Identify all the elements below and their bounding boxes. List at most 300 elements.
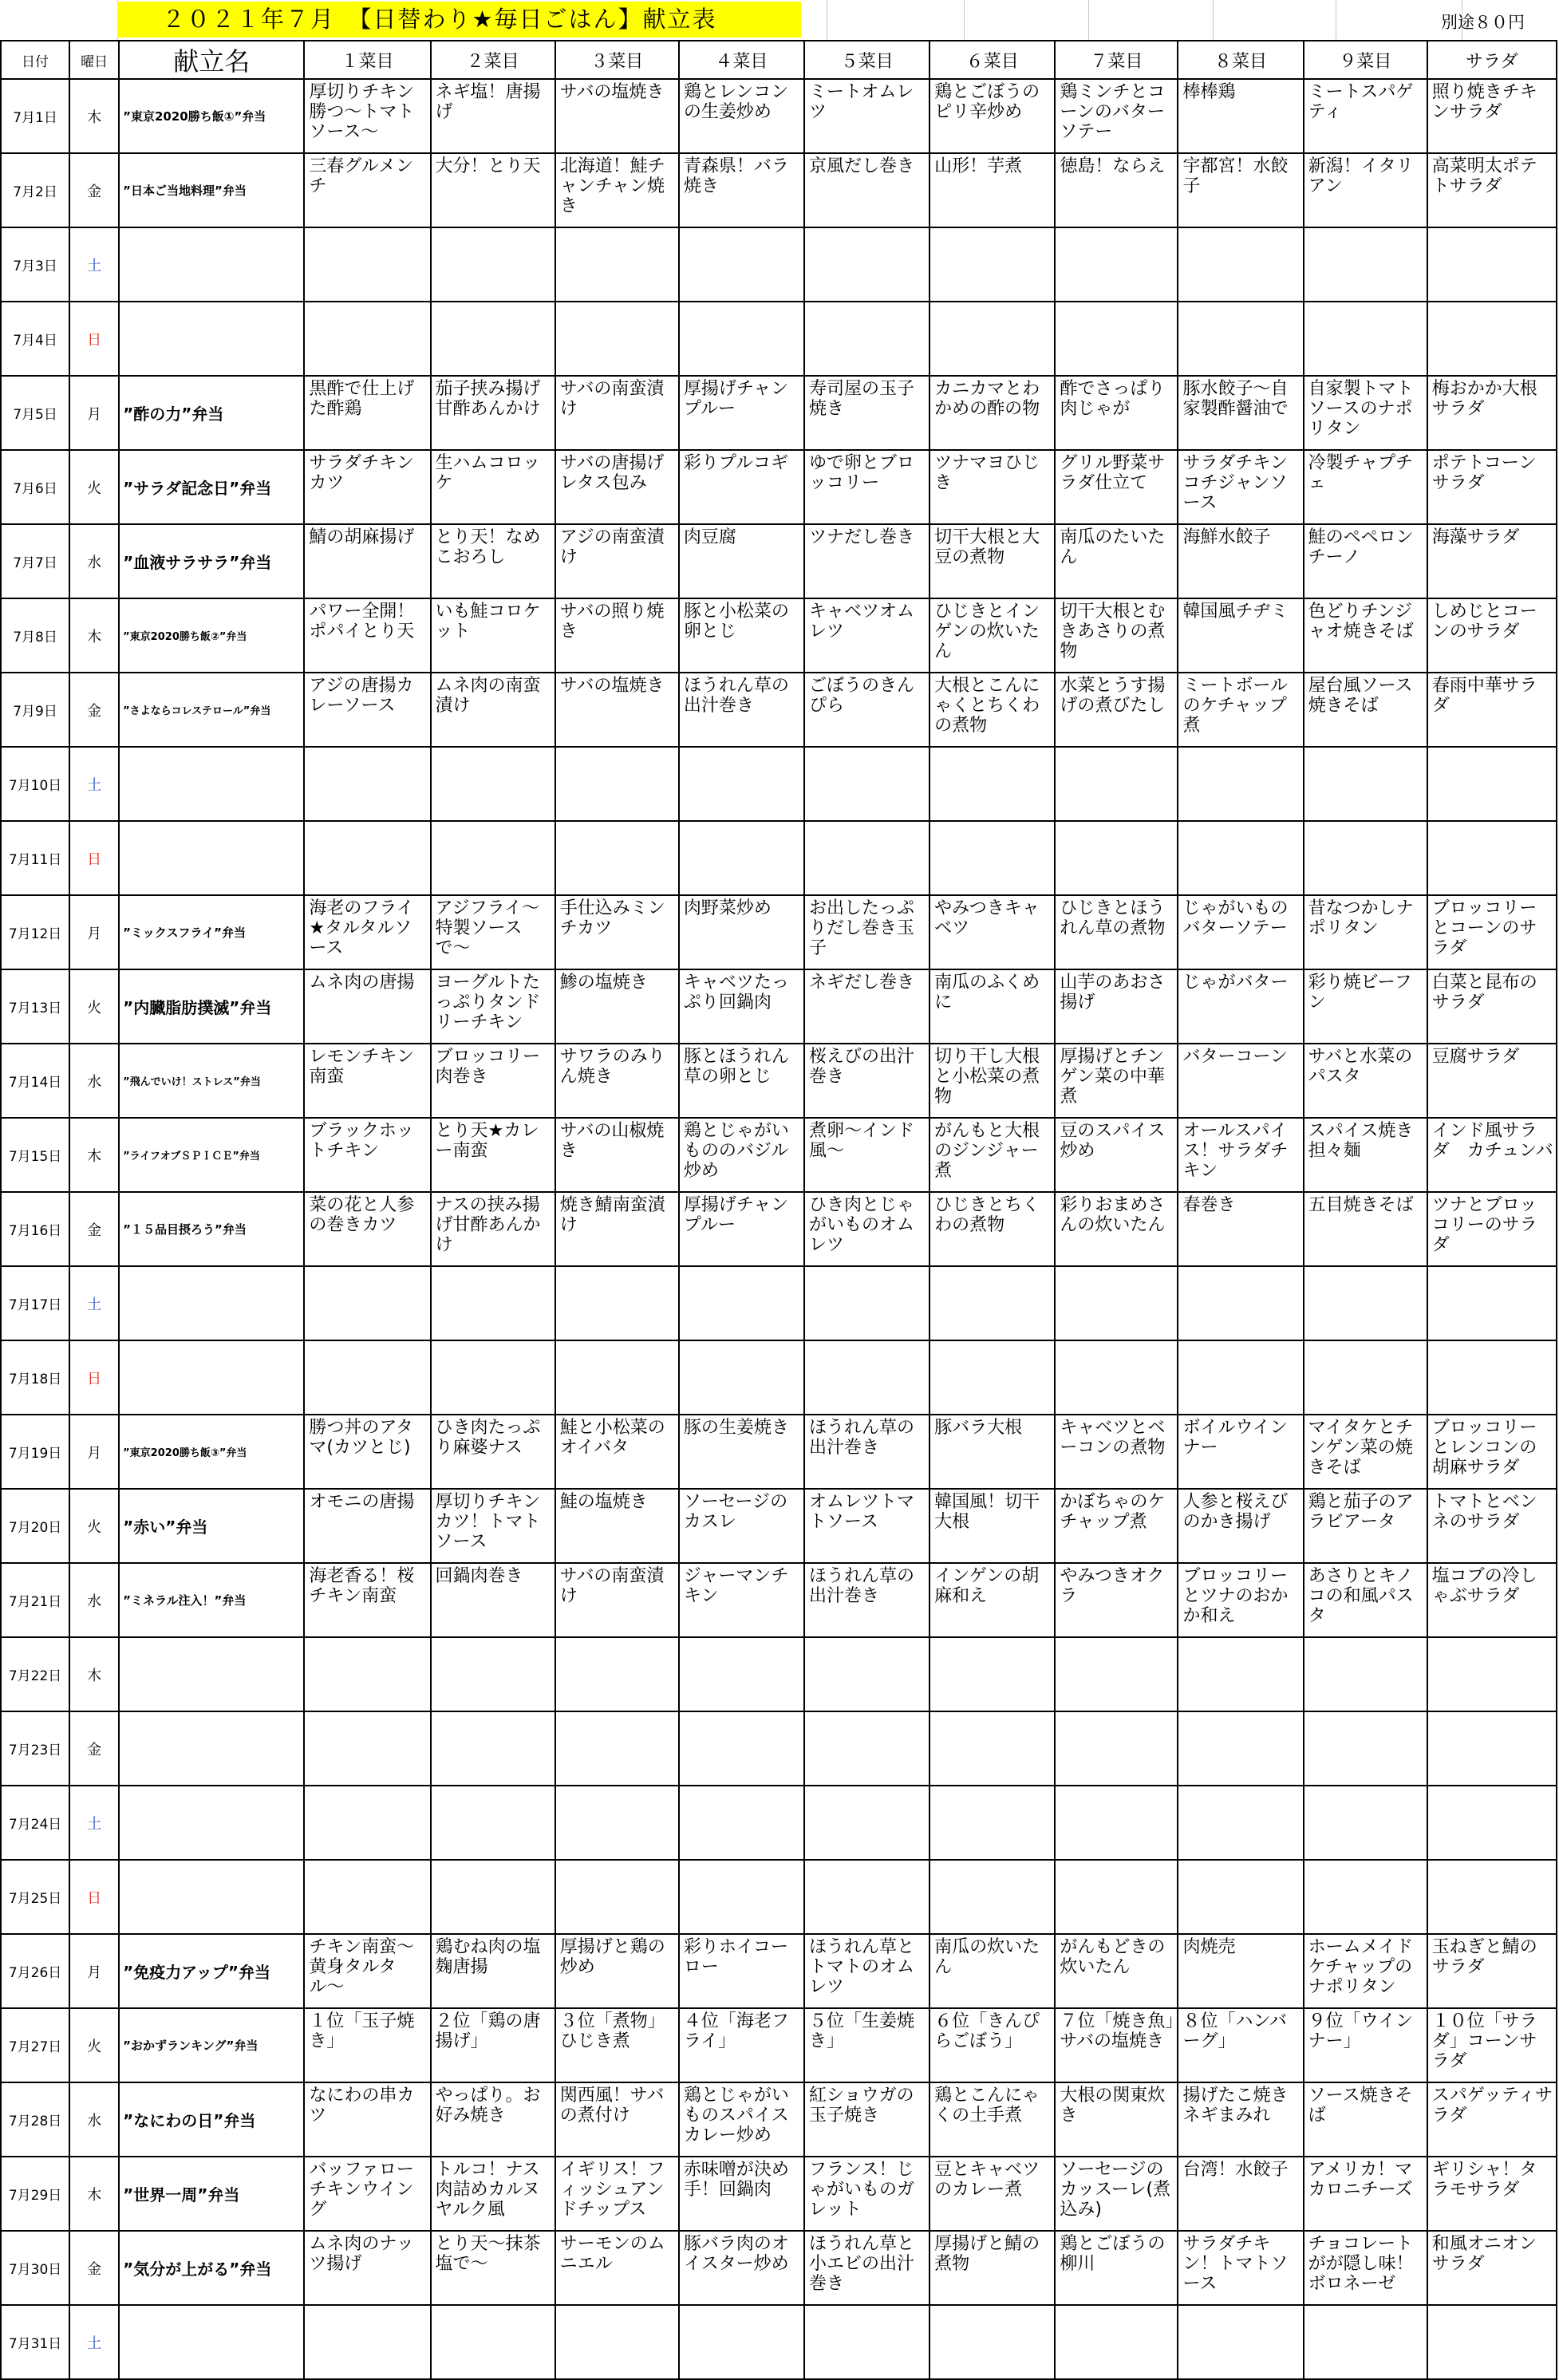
dish-cell: ２位「鶏の唐揚げ」 bbox=[431, 2008, 555, 2082]
date-cell: 7月23日 bbox=[1, 1711, 69, 1786]
menu-name-cell bbox=[119, 1860, 304, 1934]
weekday-cell: 月 bbox=[69, 1415, 119, 1489]
dish-cell: いも鮭コロケット bbox=[431, 598, 555, 673]
salad-cell: ブロッコリーとコーンのサラダ bbox=[1427, 895, 1557, 969]
dish-cell: サバの山椒焼き bbox=[555, 1118, 679, 1192]
weekday-cell: 土 bbox=[69, 1786, 119, 1860]
dish-cell bbox=[1055, 1340, 1178, 1415]
date-cell: 7月26日 bbox=[1, 1934, 69, 2008]
table-row bbox=[1, 895, 1557, 969]
weekday-cell: 月 bbox=[69, 1934, 119, 2008]
dish-cell bbox=[555, 302, 679, 376]
table-row bbox=[1, 673, 1557, 747]
menu-name-cell bbox=[119, 747, 304, 821]
weekday-cell: 月 bbox=[69, 895, 119, 969]
dish-cell bbox=[555, 1637, 679, 1711]
menu-name-cell bbox=[119, 1711, 304, 1786]
weekday-cell: 木 bbox=[69, 2157, 119, 2231]
dish-cell: 豆のスパイス炒め bbox=[1055, 1118, 1178, 1192]
dish-cell bbox=[804, 821, 929, 895]
dish-cell bbox=[679, 2305, 804, 2379]
dish-cell bbox=[304, 1711, 430, 1786]
date-cell: 7月14日 bbox=[1, 1044, 69, 1118]
dish-cell: 彩りプルコギ bbox=[679, 450, 804, 524]
dish-cell: 鯵の塩焼き bbox=[555, 969, 679, 1044]
dish-cell bbox=[431, 821, 555, 895]
dish-cell: バッファローチキンウイング bbox=[304, 2157, 430, 2231]
weekday-cell: 水 bbox=[69, 1563, 119, 1637]
dish-cell: 三春グルメンチ bbox=[304, 153, 430, 227]
dish-cell bbox=[804, 1711, 929, 1786]
dish-cell: 切干大根と大豆の煮物 bbox=[929, 524, 1055, 598]
dish-cell: 大分！とり天 bbox=[431, 153, 555, 227]
dish-cell: 厚揚げチャンプルー bbox=[679, 1192, 804, 1266]
menu-name-cell: ”免疫力アップ”弁当 bbox=[119, 1934, 304, 2008]
dish-cell bbox=[304, 821, 430, 895]
dish-cell: イギリス！フィッシュアンドチップス bbox=[555, 2157, 679, 2231]
dish-cell: トルコ！ナス肉詰めカルヌヤルク風 bbox=[431, 2157, 555, 2231]
dish-cell bbox=[304, 227, 430, 302]
salad-cell bbox=[1427, 1266, 1557, 1340]
dish-cell: インゲンの胡麻和え bbox=[929, 1563, 1055, 1637]
menu-name-cell: ”気分が上がる”弁当 bbox=[119, 2231, 304, 2305]
dish-cell bbox=[929, 1711, 1055, 1786]
menu-name-cell: ”飛んでいけ！ストレス”弁当 bbox=[119, 1044, 304, 1118]
header-dish-5: ５菜目 bbox=[804, 41, 929, 79]
dish-cell bbox=[804, 1637, 929, 1711]
dish-cell: 紅ショウガの玉子焼き bbox=[804, 2082, 929, 2157]
dish-cell: とり天！なめこおろし bbox=[431, 524, 555, 598]
date-cell: 7月18日 bbox=[1, 1340, 69, 1415]
dish-cell: ９位「ウインナー」 bbox=[1304, 2008, 1427, 2082]
salad-cell bbox=[1427, 1340, 1557, 1415]
dish-cell: オムレツトマトソース bbox=[804, 1489, 929, 1563]
table-row bbox=[1, 747, 1557, 821]
salad-cell: トマトとベンネのサラダ bbox=[1427, 1489, 1557, 1563]
dish-cell bbox=[1304, 1266, 1427, 1340]
dish-cell: ほうれん草の出汁巻き bbox=[804, 1415, 929, 1489]
dish-cell bbox=[1304, 302, 1427, 376]
dish-cell: 豚と小松菜の卵とじ bbox=[679, 598, 804, 673]
header-dish-9: ９菜目 bbox=[1304, 41, 1427, 79]
dish-cell: 韓国風！切干大根 bbox=[929, 1489, 1055, 1563]
dish-cell: 棒棒鶏 bbox=[1178, 79, 1303, 153]
dish-cell bbox=[1178, 227, 1303, 302]
dish-cell bbox=[304, 1786, 430, 1860]
weekday-cell: 木 bbox=[69, 1637, 119, 1711]
dish-cell: マイタケとチンゲン菜の焼きそば bbox=[1304, 1415, 1427, 1489]
dish-cell bbox=[1178, 1266, 1303, 1340]
dish-cell: サバの唐揚げレタス包み bbox=[555, 450, 679, 524]
dish-cell bbox=[929, 1340, 1055, 1415]
table-body bbox=[1, 79, 1557, 2379]
table-row bbox=[1, 2008, 1557, 2082]
dish-cell: チョコレートがが隠し味！ボロネーゼ bbox=[1304, 2231, 1427, 2305]
date-cell: 7月8日 bbox=[1, 598, 69, 673]
dish-cell: 海老のフライ★タルタルソース bbox=[304, 895, 430, 969]
table-row bbox=[1, 1118, 1557, 1192]
dish-cell: 彩りおまめさんの炊いたん bbox=[1055, 1192, 1178, 1266]
dish-cell: アジフライ〜特製ソースで〜 bbox=[431, 895, 555, 969]
date-cell: 7月10日 bbox=[1, 747, 69, 821]
salad-cell: インド風サラダ カチュンバ bbox=[1427, 1118, 1557, 1192]
table-row bbox=[1, 2082, 1557, 2157]
weekday-cell: 水 bbox=[69, 2082, 119, 2157]
dish-cell bbox=[1178, 1860, 1303, 1934]
dish-cell bbox=[555, 821, 679, 895]
dish-cell: 生ハムコロッケ bbox=[431, 450, 555, 524]
dish-cell: サバと水菜のパスタ bbox=[1304, 1044, 1427, 1118]
dish-cell bbox=[1178, 1711, 1303, 1786]
salad-cell: ツナとブロッコリーのサラダ bbox=[1427, 1192, 1557, 1266]
dish-cell: ブロッコリー肉巻き bbox=[431, 1044, 555, 1118]
date-cell: 7月1日 bbox=[1, 79, 69, 153]
menu-name-cell bbox=[119, 227, 304, 302]
dish-cell: 厚揚げと鶏の炒め bbox=[555, 1934, 679, 2008]
dish-cell bbox=[304, 302, 430, 376]
dish-cell bbox=[431, 302, 555, 376]
dish-cell: アジの南蛮漬け bbox=[555, 524, 679, 598]
header-dish-6: ６菜目 bbox=[929, 41, 1055, 79]
table-row bbox=[1, 524, 1557, 598]
dish-cell: 鶏ミンチとコーンのバターソテー bbox=[1055, 79, 1178, 153]
dish-cell bbox=[679, 747, 804, 821]
dish-cell: 肉焼売 bbox=[1178, 1934, 1303, 2008]
salad-cell: 梅おかか大根サラダ bbox=[1427, 376, 1557, 450]
weekday-cell: 金 bbox=[69, 153, 119, 227]
date-cell: 7月28日 bbox=[1, 2082, 69, 2157]
dish-cell bbox=[1178, 1786, 1303, 1860]
date-cell: 7月29日 bbox=[1, 2157, 69, 2231]
dish-cell bbox=[1055, 821, 1178, 895]
dish-cell: サーモンのムニエル bbox=[555, 2231, 679, 2305]
dish-cell: 青森県！バラ焼き bbox=[679, 153, 804, 227]
menu-name-cell bbox=[119, 1637, 304, 1711]
dish-cell bbox=[431, 1860, 555, 1934]
dish-cell: 京風だし巻き bbox=[804, 153, 929, 227]
dish-cell: やみつきオクラ bbox=[1055, 1563, 1178, 1637]
weekday-cell: 木 bbox=[69, 79, 119, 153]
dish-cell: ６位「きんぴらごぼう」 bbox=[929, 2008, 1055, 2082]
dish-cell bbox=[1304, 227, 1427, 302]
dish-cell: 南瓜のたいたん bbox=[1055, 524, 1178, 598]
date-cell: 7月7日 bbox=[1, 524, 69, 598]
dish-cell bbox=[304, 1266, 430, 1340]
menu-name-cell: ”ミックスフライ”弁当 bbox=[119, 895, 304, 969]
dish-cell: 鶏とごぼうの柳川 bbox=[1055, 2231, 1178, 2305]
dish-cell bbox=[1055, 1786, 1178, 1860]
menu-name-cell bbox=[119, 2305, 304, 2379]
salad-cell bbox=[1427, 1637, 1557, 1711]
weekday-cell: 日 bbox=[69, 1340, 119, 1415]
page-title: ２０２１年７月 【日替わり★毎日ごはん】献立表 bbox=[117, 2, 801, 37]
dish-cell bbox=[804, 2305, 929, 2379]
header-dish-4: ４菜目 bbox=[679, 41, 804, 79]
menu-name-cell: ”サラダ記念日”弁当 bbox=[119, 450, 304, 524]
table-row bbox=[1, 302, 1557, 376]
dish-cell bbox=[804, 227, 929, 302]
weekday-cell: 火 bbox=[69, 450, 119, 524]
date-cell: 7月20日 bbox=[1, 1489, 69, 1563]
dish-cell: サバの照り焼き bbox=[555, 598, 679, 673]
header-salad: サラダ bbox=[1427, 41, 1557, 79]
salad-cell: 玉ねぎと鯖のサラダ bbox=[1427, 1934, 1557, 2008]
date-cell: 7月2日 bbox=[1, 153, 69, 227]
dish-cell bbox=[679, 1860, 804, 1934]
dish-cell: 彩り焼ビーフン bbox=[1304, 969, 1427, 1044]
dish-cell: 寿司屋の玉子焼き bbox=[804, 376, 929, 450]
dish-cell: がんもと大根のジンジャー煮 bbox=[929, 1118, 1055, 1192]
dish-cell: ひじきとちくわの煮物 bbox=[929, 1192, 1055, 1266]
dish-cell: ムネ肉の南蛮漬け bbox=[431, 673, 555, 747]
menu-name-cell bbox=[119, 302, 304, 376]
dish-cell: 厚揚げと鯖の煮物 bbox=[929, 2231, 1055, 2305]
dish-cell: サラダチキンコチジャンソース bbox=[1178, 450, 1303, 524]
dish-cell: 煮卵〜インド風〜 bbox=[804, 1118, 929, 1192]
dish-cell: 豚とほうれん草の卵とじ bbox=[679, 1044, 804, 1118]
salad-cell bbox=[1427, 1860, 1557, 1934]
dish-cell: 勝つ丼のアタマ(カツとじ) bbox=[304, 1415, 430, 1489]
weekday-cell: 月 bbox=[69, 376, 119, 450]
dish-cell: 菜の花と人参の巻きカツ bbox=[304, 1192, 430, 1266]
header-menu-name: 献立名 bbox=[119, 41, 304, 79]
dish-cell: アジの唐揚カレーソース bbox=[304, 673, 430, 747]
header-dish-1: １菜目 bbox=[304, 41, 430, 79]
date-cell: 7月24日 bbox=[1, 1786, 69, 1860]
dish-cell: 切り干し大根と小松菜の煮物 bbox=[929, 1044, 1055, 1118]
dish-cell: キャベツとベーコンの煮物 bbox=[1055, 1415, 1178, 1489]
dish-cell bbox=[304, 1637, 430, 1711]
dish-cell: 山芋のあおさ揚げ bbox=[1055, 969, 1178, 1044]
dish-cell bbox=[929, 1266, 1055, 1340]
header-date: 日付 bbox=[1, 41, 69, 79]
dish-cell: やみつきキャベツ bbox=[929, 895, 1055, 969]
weekday-cell: 木 bbox=[69, 1118, 119, 1192]
weekday-cell: 土 bbox=[69, 227, 119, 302]
dish-cell bbox=[929, 1860, 1055, 1934]
dish-cell: ミートスパゲティ bbox=[1304, 79, 1427, 153]
dish-cell bbox=[804, 1340, 929, 1415]
menu-name-cell: ”なにわの日”弁当 bbox=[119, 2082, 304, 2157]
dish-cell: ソーセージのカスレ bbox=[679, 1489, 804, 1563]
menu-name-cell: ”東京2020勝ち飯③”弁当 bbox=[119, 1415, 304, 1489]
menu-table bbox=[0, 40, 1557, 2380]
dish-cell: 鮭と小松菜のオイバタ bbox=[555, 1415, 679, 1489]
date-cell: 7月21日 bbox=[1, 1563, 69, 1637]
dish-cell: 回鍋肉巻き bbox=[431, 1563, 555, 1637]
dish-cell: 韓国風チヂミ bbox=[1178, 598, 1303, 673]
dish-cell: 豆とキャベツのカレー煮 bbox=[929, 2157, 1055, 2231]
weekday-cell: 土 bbox=[69, 747, 119, 821]
dish-cell bbox=[555, 1786, 679, 1860]
date-cell: 7月22日 bbox=[1, 1637, 69, 1711]
dish-cell: キャベツたっぷり回鍋肉 bbox=[679, 969, 804, 1044]
dish-cell bbox=[304, 747, 430, 821]
dish-cell: 酢でさっぱり肉じゃが bbox=[1055, 376, 1178, 450]
dish-cell: がんもどきの炊いたん bbox=[1055, 1934, 1178, 2008]
weekday-cell: 土 bbox=[69, 2305, 119, 2379]
table-row bbox=[1, 1340, 1557, 1415]
dish-cell bbox=[555, 1266, 679, 1340]
table-row bbox=[1, 2231, 1557, 2305]
menu-name-cell: ”東京2020勝ち飯①”弁当 bbox=[119, 79, 304, 153]
dish-cell bbox=[929, 1637, 1055, 1711]
dish-cell: ３位「煮物」ひじき煮 bbox=[555, 2008, 679, 2082]
dish-cell: ゆで卵とブロッコリー bbox=[804, 450, 929, 524]
dish-cell: ミートボールのケチャップ煮 bbox=[1178, 673, 1303, 747]
dish-cell: サラダチキン！トマトソース bbox=[1178, 2231, 1303, 2305]
dish-cell: 五目焼きそば bbox=[1304, 1192, 1427, 1266]
dish-cell bbox=[431, 1786, 555, 1860]
dish-cell: ほうれん草とトマトのオムレツ bbox=[804, 1934, 929, 2008]
dish-cell: 鮭のペペロンチーノ bbox=[1304, 524, 1427, 598]
dish-cell bbox=[679, 302, 804, 376]
menu-name-cell: ”血液サラサラ”弁当 bbox=[119, 524, 304, 598]
date-cell: 7月9日 bbox=[1, 673, 69, 747]
header-row bbox=[1, 41, 1557, 79]
salad-cell: １０位「サラダ」コーンサラダ bbox=[1427, 2008, 1557, 2082]
table-row bbox=[1, 227, 1557, 302]
header-dish-8: ８菜目 bbox=[1178, 41, 1303, 79]
table-row bbox=[1, 79, 1557, 153]
weekday-cell: 日 bbox=[69, 302, 119, 376]
dish-cell bbox=[555, 1340, 679, 1415]
dish-cell: 赤味噌が決め手！回鍋肉 bbox=[679, 2157, 804, 2231]
dish-cell bbox=[804, 1860, 929, 1934]
dish-cell: 黒酢で仕上げた酢鶏 bbox=[304, 376, 430, 450]
dish-cell: 北海道！鮭チャンチャン焼き bbox=[555, 153, 679, 227]
dish-cell bbox=[804, 1786, 929, 1860]
dish-cell: ７位「焼き魚」サバの塩焼き bbox=[1055, 2008, 1178, 2082]
dish-cell: 鶏むね肉の塩麹唐揚 bbox=[431, 1934, 555, 2008]
dish-cell: 自家製トマトソースのナポリタン bbox=[1304, 376, 1427, 450]
dish-cell bbox=[1178, 302, 1303, 376]
salad-cell: ポテトコーンサラダ bbox=[1427, 450, 1557, 524]
dish-cell bbox=[1178, 747, 1303, 821]
dish-cell bbox=[431, 2305, 555, 2379]
salad-cell bbox=[1427, 821, 1557, 895]
table-row bbox=[1, 1860, 1557, 1934]
date-cell: 7月13日 bbox=[1, 969, 69, 1044]
table-row bbox=[1, 1637, 1557, 1711]
table-row bbox=[1, 1192, 1557, 1266]
dish-cell: 水菜とうす揚げの煮びたし bbox=[1055, 673, 1178, 747]
dish-cell: 揚げたこ焼きネギまみれ bbox=[1178, 2082, 1303, 2157]
dish-cell bbox=[304, 1340, 430, 1415]
dish-cell: フランス！じゃがいものガレット bbox=[804, 2157, 929, 2231]
salad-cell: 白菜と昆布のサラダ bbox=[1427, 969, 1557, 1044]
dish-cell bbox=[929, 227, 1055, 302]
dish-cell: 彩りホイコーロー bbox=[679, 1934, 804, 2008]
dish-cell: ツナマヨひじき bbox=[929, 450, 1055, 524]
dish-cell: あさりとキノコの和風パスタ bbox=[1304, 1563, 1427, 1637]
date-cell: 7月3日 bbox=[1, 227, 69, 302]
dish-cell: ８位「ハンバーグ」 bbox=[1178, 2008, 1303, 2082]
dish-cell bbox=[1055, 302, 1178, 376]
dish-cell: 南瓜の炊いたん bbox=[929, 1934, 1055, 2008]
dish-cell: バターコーン bbox=[1178, 1044, 1303, 1118]
dish-cell: 豚水餃子〜自家製酢醤油で bbox=[1178, 376, 1303, 450]
dish-cell: ひき肉たっぷり麻婆ナス bbox=[431, 1415, 555, 1489]
weekday-cell: 水 bbox=[69, 1044, 119, 1118]
dish-cell: 鶏とこんにゃくの土手煮 bbox=[929, 2082, 1055, 2157]
dish-cell: ナスの挟み揚げ甘酢あんかけ bbox=[431, 1192, 555, 1266]
dish-cell: キャベツオムレツ bbox=[804, 598, 929, 673]
salad-cell: 海藻サラダ bbox=[1427, 524, 1557, 598]
salad-cell: スパゲッティサラダ bbox=[1427, 2082, 1557, 2157]
dish-cell: ジャーマンチキン bbox=[679, 1563, 804, 1637]
table-row bbox=[1, 1786, 1557, 1860]
dish-cell: ボイルウインナー bbox=[1178, 1415, 1303, 1489]
dish-cell bbox=[1055, 2305, 1178, 2379]
dish-cell bbox=[555, 747, 679, 821]
weekday-cell: 水 bbox=[69, 524, 119, 598]
dish-cell bbox=[929, 1786, 1055, 1860]
dish-cell bbox=[555, 1711, 679, 1786]
dish-cell bbox=[555, 227, 679, 302]
salad-cell: しめじとコーンのサラダ bbox=[1427, 598, 1557, 673]
dish-cell: 鶏とレンコンの生姜炒め bbox=[679, 79, 804, 153]
salad-cell: 塩コブの冷しゃぶサラダ bbox=[1427, 1563, 1557, 1637]
salad-cell: 春雨中華サラダ bbox=[1427, 673, 1557, 747]
dish-cell bbox=[1055, 1266, 1178, 1340]
weekday-cell: 金 bbox=[69, 1192, 119, 1266]
dish-cell: ごぼうのきんぴら bbox=[804, 673, 929, 747]
dish-cell: カニカマとわかめの酢の物 bbox=[929, 376, 1055, 450]
dish-cell: ひじきとインゲンの炊いたん bbox=[929, 598, 1055, 673]
date-cell: 7月17日 bbox=[1, 1266, 69, 1340]
dish-cell bbox=[1304, 2305, 1427, 2379]
salad-cell: ブロッコリーとレンコンの胡麻サラダ bbox=[1427, 1415, 1557, 1489]
dish-cell: ５位「生姜焼き」 bbox=[804, 2008, 929, 2082]
dish-cell: １位「玉子焼き」 bbox=[304, 2008, 430, 2082]
date-cell: 7月5日 bbox=[1, 376, 69, 450]
dish-cell: 厚揚げチャンプルー bbox=[679, 376, 804, 450]
dish-cell: じゃがいものバターソテー bbox=[1178, 895, 1303, 969]
dish-cell: ブロッコリーとツナのおかか和え bbox=[1178, 1563, 1303, 1637]
dish-cell bbox=[1304, 1860, 1427, 1934]
dish-cell: 鯖の胡麻揚げ bbox=[304, 524, 430, 598]
price-note: 別途８０円 bbox=[1441, 13, 1525, 32]
dish-cell: やっぱり。お好み焼き bbox=[431, 2082, 555, 2157]
dish-cell bbox=[431, 1266, 555, 1340]
dish-cell bbox=[929, 821, 1055, 895]
menu-name-cell: ”さよならコレステロール”弁当 bbox=[119, 673, 304, 747]
dish-cell bbox=[431, 1340, 555, 1415]
dish-cell: サバの南蛮漬け bbox=[555, 376, 679, 450]
dish-cell: オモニの唐揚 bbox=[304, 1489, 430, 1563]
dish-cell bbox=[1304, 1340, 1427, 1415]
dish-cell bbox=[555, 1860, 679, 1934]
dish-cell bbox=[1304, 1711, 1427, 1786]
dish-cell bbox=[1055, 747, 1178, 821]
weekday-cell: 金 bbox=[69, 2231, 119, 2305]
dish-cell bbox=[1178, 821, 1303, 895]
weekday-cell: 火 bbox=[69, 1489, 119, 1563]
dish-cell: 手仕込みミンチカツ bbox=[555, 895, 679, 969]
dish-cell bbox=[304, 1860, 430, 1934]
menu-name-cell: ”１５品目摂ろう”弁当 bbox=[119, 1192, 304, 1266]
salad-cell bbox=[1427, 2305, 1557, 2379]
dish-cell bbox=[1178, 1340, 1303, 1415]
dish-cell bbox=[929, 302, 1055, 376]
menu-name-cell: ”赤い”弁当 bbox=[119, 1489, 304, 1563]
salad-cell bbox=[1427, 747, 1557, 821]
date-cell: 7月27日 bbox=[1, 2008, 69, 2082]
dish-cell: サバの南蛮漬け bbox=[555, 1563, 679, 1637]
dish-cell: かぼちゃのケチャップ煮 bbox=[1055, 1489, 1178, 1563]
salad-cell bbox=[1427, 302, 1557, 376]
